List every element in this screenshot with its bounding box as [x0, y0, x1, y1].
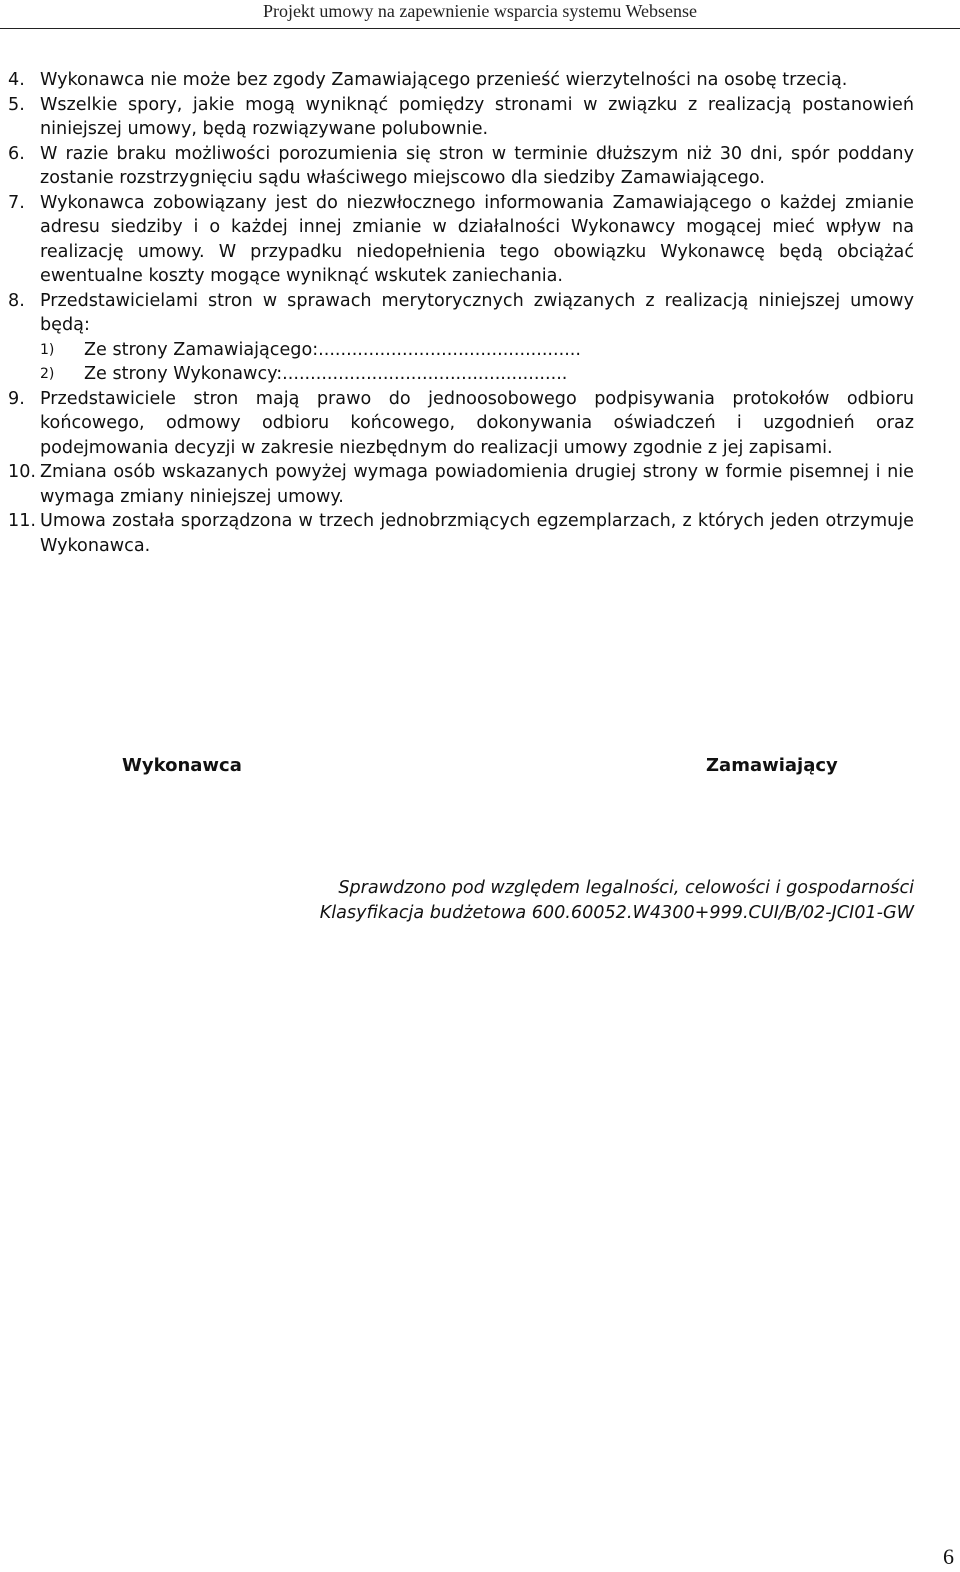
item-text: Zmiana osób wskazanych powyżej wymaga powiadomienia drugiej strony w formie pisemnej i nie wymaga zmiany niniejszej umowy.	[40, 462, 914, 507]
list-item	[8, 387, 914, 461]
sub-item-text: Ze strony Wykonawcy:...................................................	[84, 364, 568, 384]
item-text: Wszelkie spory, jakie mogą wyniknąć pomiędzy stronami w związku z realizacją postanowień niniejszej umowy, będą rozwiązywane polubownie.	[40, 94, 914, 139]
list-item	[8, 191, 914, 289]
item-text: W razie braku możliwości porozumienia się stron w terminie dłuższym niż 30 dni, spór poddany zostanie rozstrzygnięciu sądu właściwego miejscowo dla siedziby Zamawiającego.	[40, 143, 914, 188]
document-body	[8, 68, 914, 558]
item-number: 5.	[8, 94, 25, 115]
page-number: 6	[943, 1544, 954, 1569]
item-number: 9.	[8, 388, 25, 409]
note-line: Sprawdzono pod względem legalności, celowości i gospodarności	[338, 878, 914, 898]
page-header	[0, 0, 960, 29]
sub-item-text: Ze strony Zamawiającego:...............................................	[84, 339, 581, 360]
item-text: Wykonawca zobowiązany jest do niezwłocznego informowania Zamawiającego o każdej zmianie adresu siedziby i o każdej innej zmianie w działalności Wykonawcy mogącej mieć wpływ na realizację umowy. W przypadku niedopełnienia tego obowiązku Wykonawcę będą obciążać ewentualne koszty mogące wyniknąć wskutek zaniechania.	[40, 192, 914, 286]
sub-item-number: 1)	[40, 341, 55, 358]
item-text: Przedstawicielami stron w sprawach merytorycznych związanych z realizacją niniejszej umowy będą:	[40, 290, 914, 335]
sub-item	[40, 362, 914, 387]
signature-contractor: Wykonawca	[122, 755, 242, 776]
item-number: 11.	[8, 511, 36, 531]
item-text: Umowa została sporządzona w trzech jednobrzmiących egzemplarzach, z których jeden otrzymuje Wykonawca.	[40, 511, 914, 556]
item-text: Wykonawca nie może bez zgody Zamawiającego przenieść wierzytelności na osobę trzecią.	[40, 70, 848, 90]
item-number: 7.	[8, 192, 25, 213]
list-item	[8, 509, 914, 558]
item-number: 4.	[8, 70, 25, 90]
signature-client: Zamawiający	[706, 755, 838, 776]
list-item	[8, 460, 914, 509]
sub-item-number: 2)	[40, 366, 55, 382]
list-item	[8, 289, 914, 387]
header-title: Projekt umowy na zapewnienie wsparcia systemu Websense	[262, 1, 698, 21]
sub-item	[40, 338, 914, 363]
item-number: 8.	[8, 290, 25, 311]
item-number: 10.	[8, 462, 36, 482]
item-number: 6.	[8, 143, 25, 164]
list-item	[8, 93, 914, 142]
list-item	[8, 142, 914, 191]
item-text: Przedstawiciele stron mają prawo do jednoosobowego podpisywania protokołów odbioru końcowego, odmowy odbioru końcowego, dokonywania oświadczeń i uzgodnień oraz podejmowania decyzji w zakresie niezbędnym do realizacji umowy zgodnie z jej zapisami.	[40, 388, 914, 458]
verification-note	[320, 876, 914, 926]
item-body	[40, 289, 914, 387]
note-line: Klasyfikacja budżetowa 600.60052.W4300+999.CUI/B/02-JCI01-GW	[319, 903, 914, 923]
list-item	[8, 68, 914, 93]
